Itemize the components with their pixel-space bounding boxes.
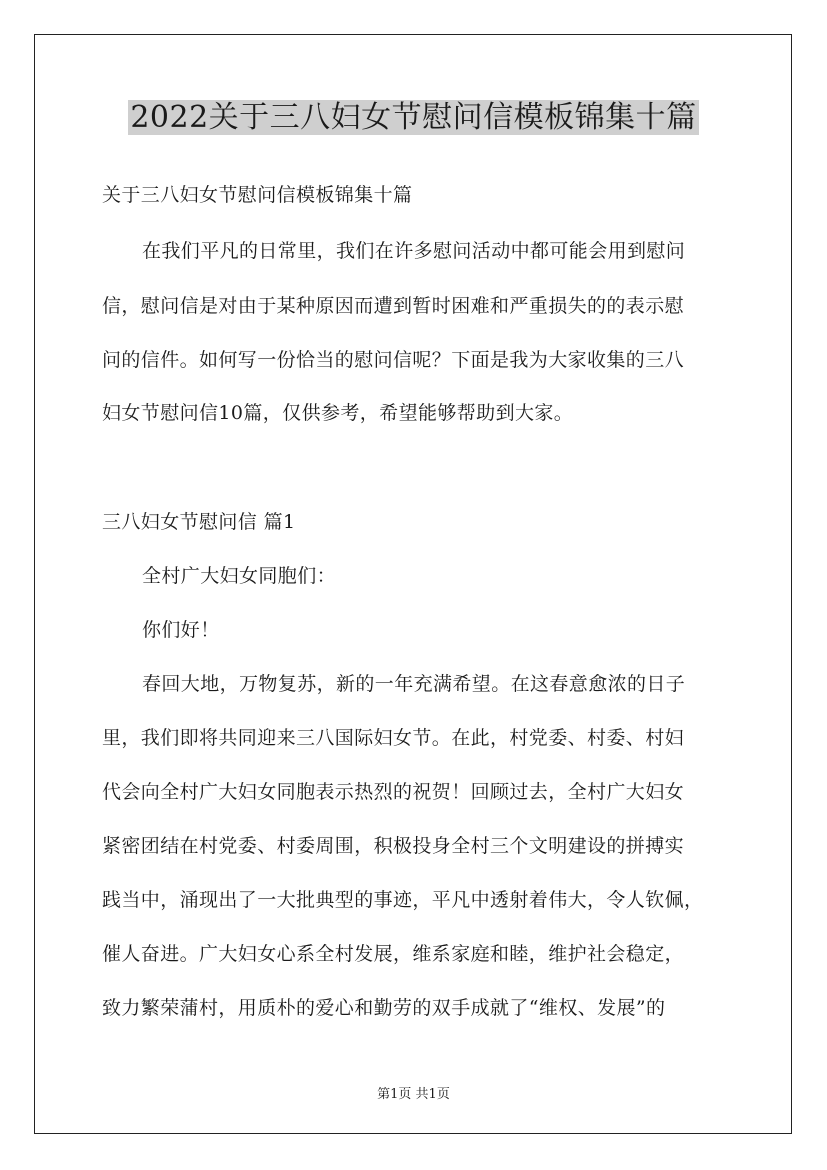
salutation: 全村广大妇女同胞们： xyxy=(142,565,337,587)
greeting: 你们好！ xyxy=(142,619,220,641)
body-line: 催人奋进。广大妇女心系全村发展，维系家庭和睦，维护社会稳定， xyxy=(102,943,685,965)
body-line: 践当中，涌现出了一大批典型的事迹，平凡中透射着伟大，令人钦佩， xyxy=(102,889,704,911)
body-line: 里，我们即将共同迎来三八国际妇女节。在此，村党委、村委、村妇 xyxy=(102,727,685,749)
document-title-text: 2022关于三八妇女节慰问信模板锦集十篇 xyxy=(130,100,697,135)
section-heading: 三八妇女节慰问信 篇1 xyxy=(102,511,296,533)
body-line: 代会向全村广大妇女同胞表示热烈的祝贺！回顾过去，全村广大妇女 xyxy=(102,781,685,803)
body-line: 致力繁荣蒲村，用质朴的爱心和勤劳的双手成就了“维权、发展”的 xyxy=(102,997,666,1019)
subtitle: 关于三八妇女节慰问信模板锦集十篇 xyxy=(102,184,413,206)
intro-line: 妇女节慰问信10篇，仅供参考，希望能够帮助到大家。 xyxy=(102,402,574,424)
page-footer: 第1页 共1页 xyxy=(377,1087,450,1102)
intro-line: 信，慰问信是对由于某种原因而遭到暂时困难和严重损失的的表示慰 xyxy=(102,295,685,317)
body-line: 紧密团结在村党委、村委周围，积极投身全村三个文明建设的拼搏实 xyxy=(102,835,685,857)
document-title xyxy=(0,97,827,139)
intro-line: 问的信件。如何写一份恰当的慰问信呢？下面是我为大家收集的三八 xyxy=(102,349,685,371)
intro-line: 在我们平凡的日常里，我们在许多慰问活动中都可能会用到慰问 xyxy=(142,240,686,262)
body-line: 春回大地，万物复苏，新的一年充满希望。在这春意愈浓的日子 xyxy=(142,673,686,695)
